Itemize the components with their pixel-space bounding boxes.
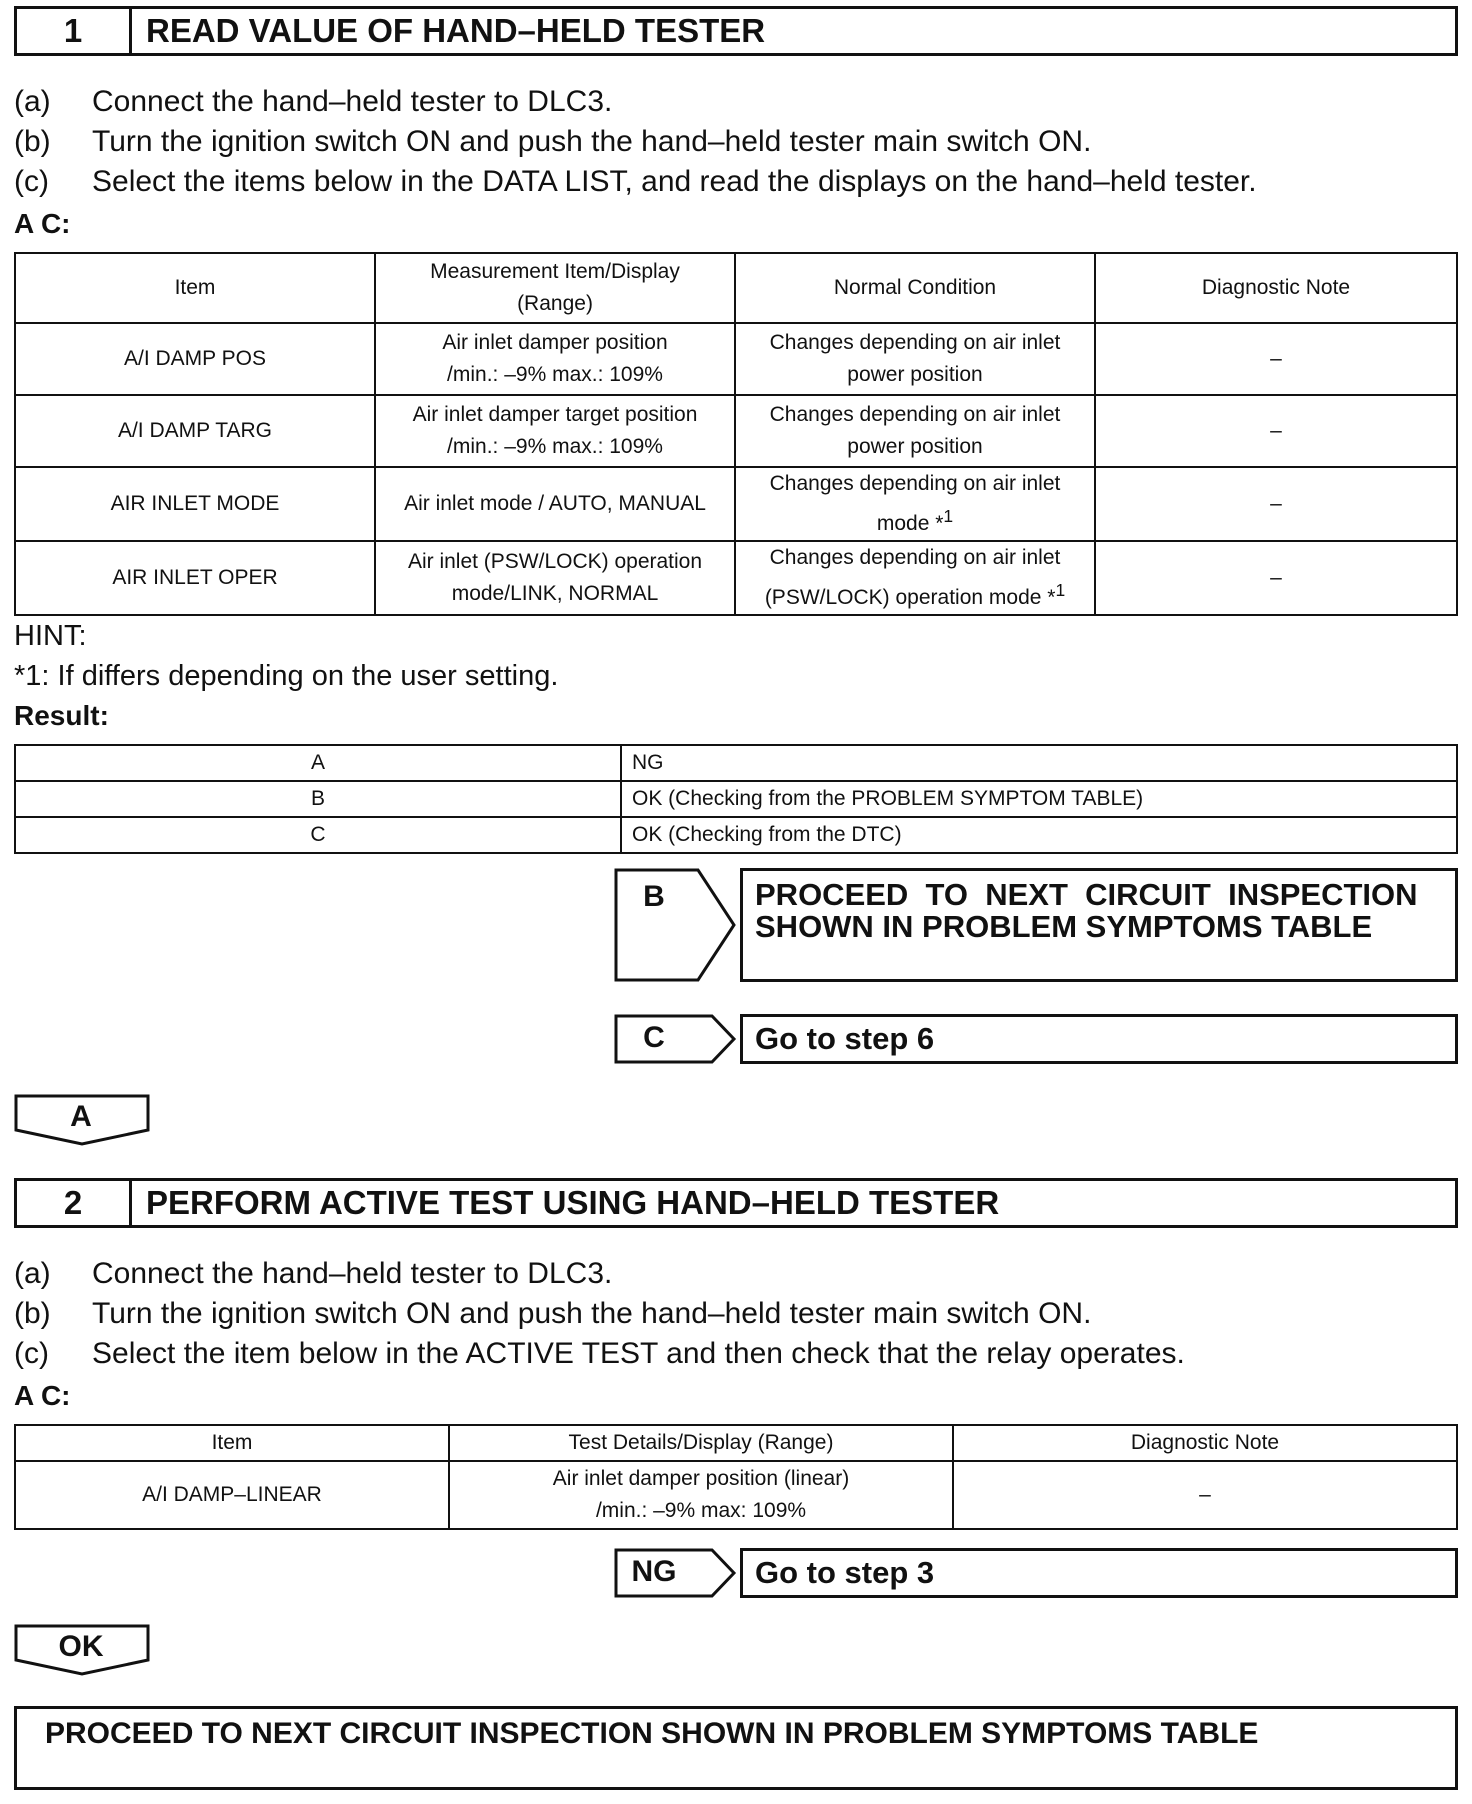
step2-active-test-table — [14, 1424, 1458, 1530]
cell-note: – — [1095, 541, 1457, 615]
table-row — [15, 745, 1457, 781]
header-item: Item — [15, 1425, 449, 1461]
final-instruction-box: PROCEED TO NEXT CIRCUIT INSPECTION SHOWN IN PROBLEM SYMPTOMS TABLE — [14, 1706, 1458, 1790]
branch-c-label: C — [643, 1021, 665, 1054]
step1-instruction-b: (b) Turn the ignition switch ON and push the hand–held tester main switch ON. — [14, 125, 1092, 158]
cell-note: – — [1095, 395, 1457, 467]
step1-instructions — [14, 82, 1257, 202]
step2-ac-label: A C: — [14, 1380, 71, 1411]
step1-instruction-c: (c) Select the items below in the DATA LIST, and read the displays on the hand–held tester. — [14, 165, 1257, 198]
cell-normal: Changes depending on air inlet power position — [735, 395, 1095, 467]
cell-item: A/I DAMP POS — [15, 323, 375, 395]
table-row — [15, 541, 1457, 615]
step2-instruction-c: (c) Select the item below in the ACTIVE TEST and then check that the relay operates. — [14, 1337, 1185, 1370]
step2-instruction-b: (b) Turn the ignition switch ON and push the hand–held tester main switch ON. — [14, 1297, 1092, 1330]
step1-ac-label: A C: — [14, 208, 71, 239]
step2-title: PERFORM ACTIVE TEST USING HAND–HELD TESTER — [146, 1184, 1000, 1221]
step1-instruction-a: (a) Connect the hand–held tester to DLC3. — [14, 85, 613, 118]
step1-number: 1 — [17, 9, 132, 53]
result-code: B — [15, 781, 621, 817]
branch-ng-arrow — [614, 1548, 738, 1598]
header-diagnostic-note: Diagnostic Note — [953, 1425, 1457, 1461]
result-desc: OK (Checking from the DTC) — [621, 817, 1457, 853]
table-row — [15, 817, 1457, 853]
step1-header — [14, 6, 1458, 56]
header-test-details: Test Details/Display (Range) — [449, 1425, 953, 1461]
table-row — [15, 395, 1457, 467]
cell-measurement: Air inlet damper position /min.: –9% max.: 109% — [375, 323, 735, 395]
table-header-row — [15, 253, 1457, 323]
header-diagnostic-note: Diagnostic Note — [1095, 253, 1457, 323]
result-table — [14, 744, 1458, 854]
branch-ng-target: Go to step 3 — [740, 1548, 1458, 1598]
result-desc: NG — [621, 745, 1457, 781]
table-header-row — [15, 1425, 1457, 1461]
header-measurement: Measurement Item/Display (Range) — [375, 253, 735, 323]
step2-header — [14, 1178, 1458, 1228]
continue-ok-arrow — [14, 1624, 150, 1676]
cell-item: A/I DAMP–LINEAR — [15, 1461, 449, 1529]
hint-label: HINT: — [14, 620, 87, 652]
result-code: A — [15, 745, 621, 781]
result-desc: OK (Checking from the PROBLEM SYMPTOM TABLE) — [621, 781, 1457, 817]
branch-b-arrow — [614, 868, 738, 982]
continue-a-label: A — [70, 1100, 92, 1133]
hint-text: *1: If differs depending on the user setting. — [14, 660, 559, 692]
cell-item: A/I DAMP TARG — [15, 395, 375, 467]
step2-instructions — [14, 1254, 1185, 1374]
branch-c-target: Go to step 6 — [740, 1014, 1458, 1064]
cell-item: AIR INLET MODE — [15, 467, 375, 541]
header-item: Item — [15, 253, 375, 323]
table-row — [15, 323, 1457, 395]
step1-data-table — [14, 252, 1458, 616]
branch-b-label: B — [643, 880, 665, 913]
cell-normal: Changes depending on air inlet mode *$^1$ — [735, 467, 1095, 541]
cell-measurement: Air inlet damper target position /min.: –9% max.: 109% — [375, 395, 735, 467]
cell-note: – — [1095, 323, 1457, 395]
cell-item: AIR INLET OPER — [15, 541, 375, 615]
result-label: Result: — [14, 700, 109, 731]
cell-test-details: Air inlet damper position (linear) /min.: –9% max: 109% — [449, 1461, 953, 1529]
cell-measurement: Air inlet (PSW/LOCK) operation mode/LINK, NORMAL — [375, 541, 735, 615]
cell-normal: Changes depending on air inlet power position — [735, 323, 1095, 395]
header-normal-condition: Normal Condition — [735, 253, 1095, 323]
branch-b-target: PROCEED TO NEXT CIRCUIT INSPECTION SHOWN IN PROBLEM SYMPTOMS TABLE — [740, 868, 1458, 982]
table-row — [15, 467, 1457, 541]
cell-note: – — [1095, 467, 1457, 541]
table-row — [15, 1461, 1457, 1529]
continue-ok-label: OK — [58, 1630, 104, 1663]
result-code: C — [15, 817, 621, 853]
branch-ng-label: NG — [631, 1555, 677, 1588]
cell-normal: Changes depending on air inlet (PSW/LOCK) operation mode *$^1$ — [735, 541, 1095, 615]
step2-number: 2 — [17, 1181, 132, 1225]
cell-measurement: Air inlet mode / AUTO, MANUAL — [375, 467, 735, 541]
branch-c-arrow — [614, 1014, 738, 1064]
step1-title: READ VALUE OF HAND–HELD TESTER — [146, 12, 766, 49]
table-row — [15, 781, 1457, 817]
cell-note: – — [953, 1461, 1457, 1529]
step2-instruction-a: (a) Connect the hand–held tester to DLC3. — [14, 1257, 613, 1290]
continue-a-arrow — [14, 1094, 150, 1146]
